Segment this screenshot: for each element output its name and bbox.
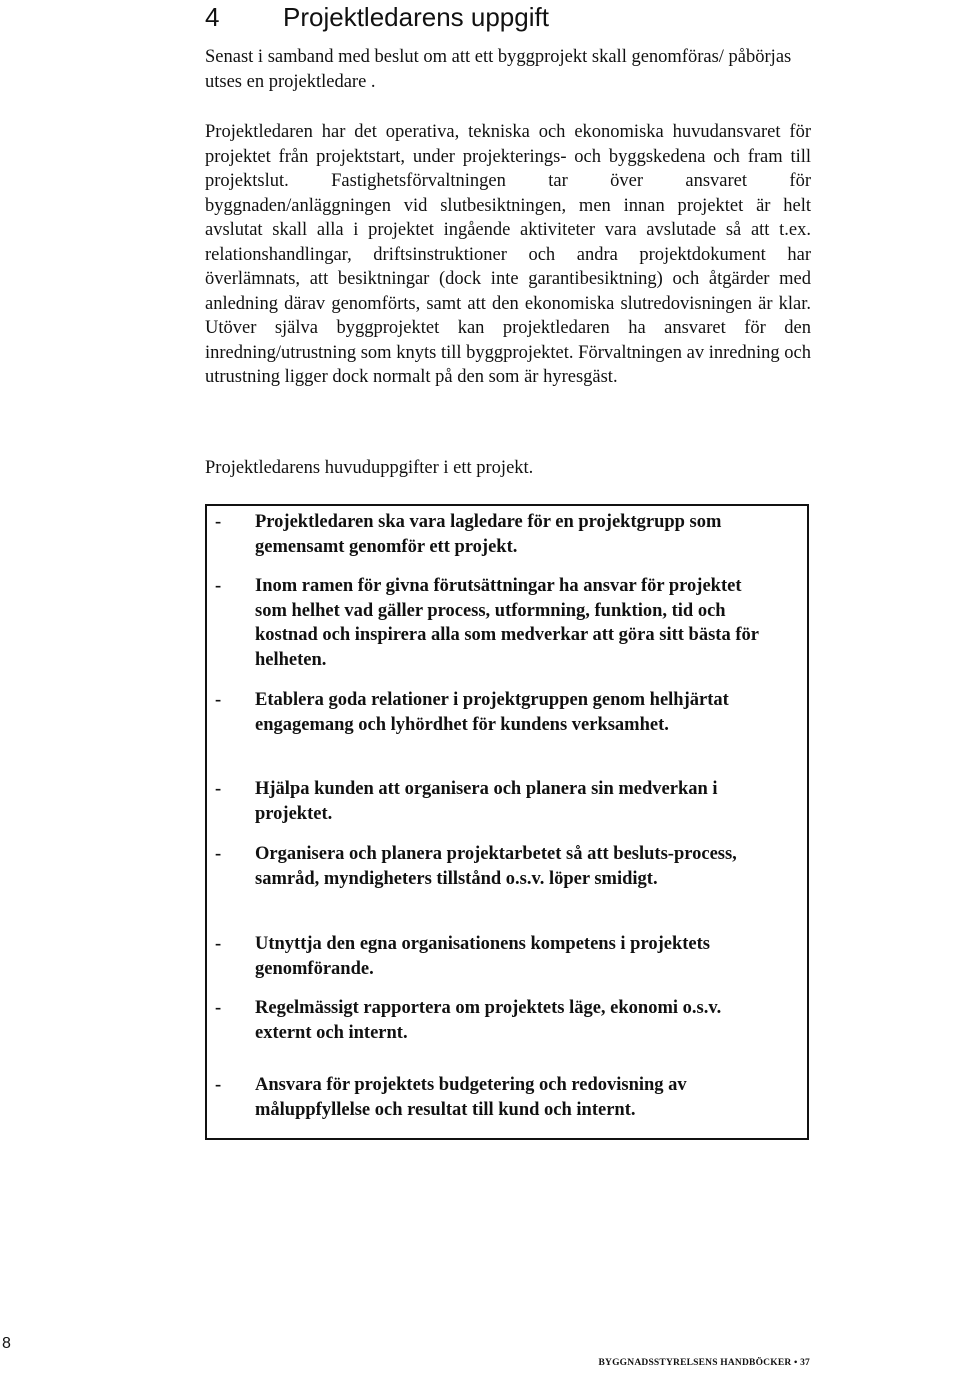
bullet-dash: -	[215, 998, 222, 1018]
list-item	[215, 932, 775, 981]
list-item	[215, 574, 775, 672]
task-text: Etablera goda relationer i projektgruppen genom helhjärtat engagemang och lyhördhet för kundens verksamhet.	[255, 690, 729, 735]
task-text: Utnyttja den egna organisationens kompetens i projektets genomförande.	[255, 934, 710, 979]
bullet-dash: -	[215, 576, 222, 596]
task-text: Projektledaren ska vara lagledare för en projektgrupp som gemensamt genomför ett projekt.	[255, 512, 722, 557]
section-title: Projektledarens uppgift	[283, 2, 549, 32]
section-number: 4	[205, 2, 220, 32]
list-item	[215, 1073, 775, 1122]
tasks-box	[205, 504, 809, 1140]
intro-paragraph: Senast i samband med beslut om att ett byggprojekt skall genomföras/ påbörjas utses en projektledare .	[205, 47, 792, 92]
list-item	[215, 996, 775, 1045]
task-text: Regelmässigt rapportera om projektets läge, ekonomi o.s.v. externt och internt.	[255, 998, 722, 1043]
task-text: Organisera och planera projektarbetet så att besluts-process, samråd, myndigheters tillstånd o.s.v. löper smidigt.	[255, 844, 737, 889]
bullet-dash: -	[215, 512, 222, 532]
task-text: Ansvara för projektets budgetering och redovisning av måluppfyllelse och resultat till kund och internt.	[255, 1075, 687, 1120]
bullet-dash: -	[215, 934, 222, 954]
bullet-dash: -	[215, 1075, 222, 1095]
page-number: 8	[2, 1335, 11, 1352]
bullet-dash: -	[215, 844, 222, 864]
task-text: Hjälpa kunden att organisera och planera sin medverkan i projektet.	[255, 779, 718, 824]
tasks-intro: Projektledarens huvuduppgifter i ett projekt.	[205, 458, 534, 478]
section-heading	[205, 2, 549, 33]
bullet-dash: -	[215, 690, 222, 710]
bullet-dash: -	[215, 779, 222, 799]
list-item	[215, 777, 775, 826]
list-item	[215, 510, 775, 559]
list-item	[215, 842, 775, 891]
body-paragraph: Projektledaren har det operativa, tekniska och ekonomiska huvudansvaret för projektet från projektstart, under projekterings- och byggskedena och fram till projektslut. Fastighetsförvaltningen tar över ansvaret för byggnaden/anläggningen vid slutbesiktningen, men innan projektet är helt avslutat skall alla i projektet ingående aktiviteter vara avslutade så att t.ex. relationshandlingar, driftsinstruktioner och andra projektdokument har överlämnats, att besiktningar (dock inte garantibesiktning) och åtgärder med anledning därav genomförts, samt att den ekonomiska slutredovisningen är klar. Utöver själva byggprojektet kan projektledaren ha ansvaret för den inredning/utrustning som knyts till byggprojektet. Förvaltningen av inredning och utrustning ligger dock normalt på den som är hyresgäst.	[205, 122, 811, 387]
task-text: Inom ramen för givna förutsättningar ha ansvar för projektet som helhet vad gäller process, utformning, funktion, tid och kostnad och inspirera alla som medverkar att göra sitt bästa för helheten.	[255, 576, 759, 670]
list-item	[215, 688, 775, 737]
page-footer: BYGGNADSSTYRELSENS HANDBÖCKER • 37	[598, 1358, 810, 1368]
